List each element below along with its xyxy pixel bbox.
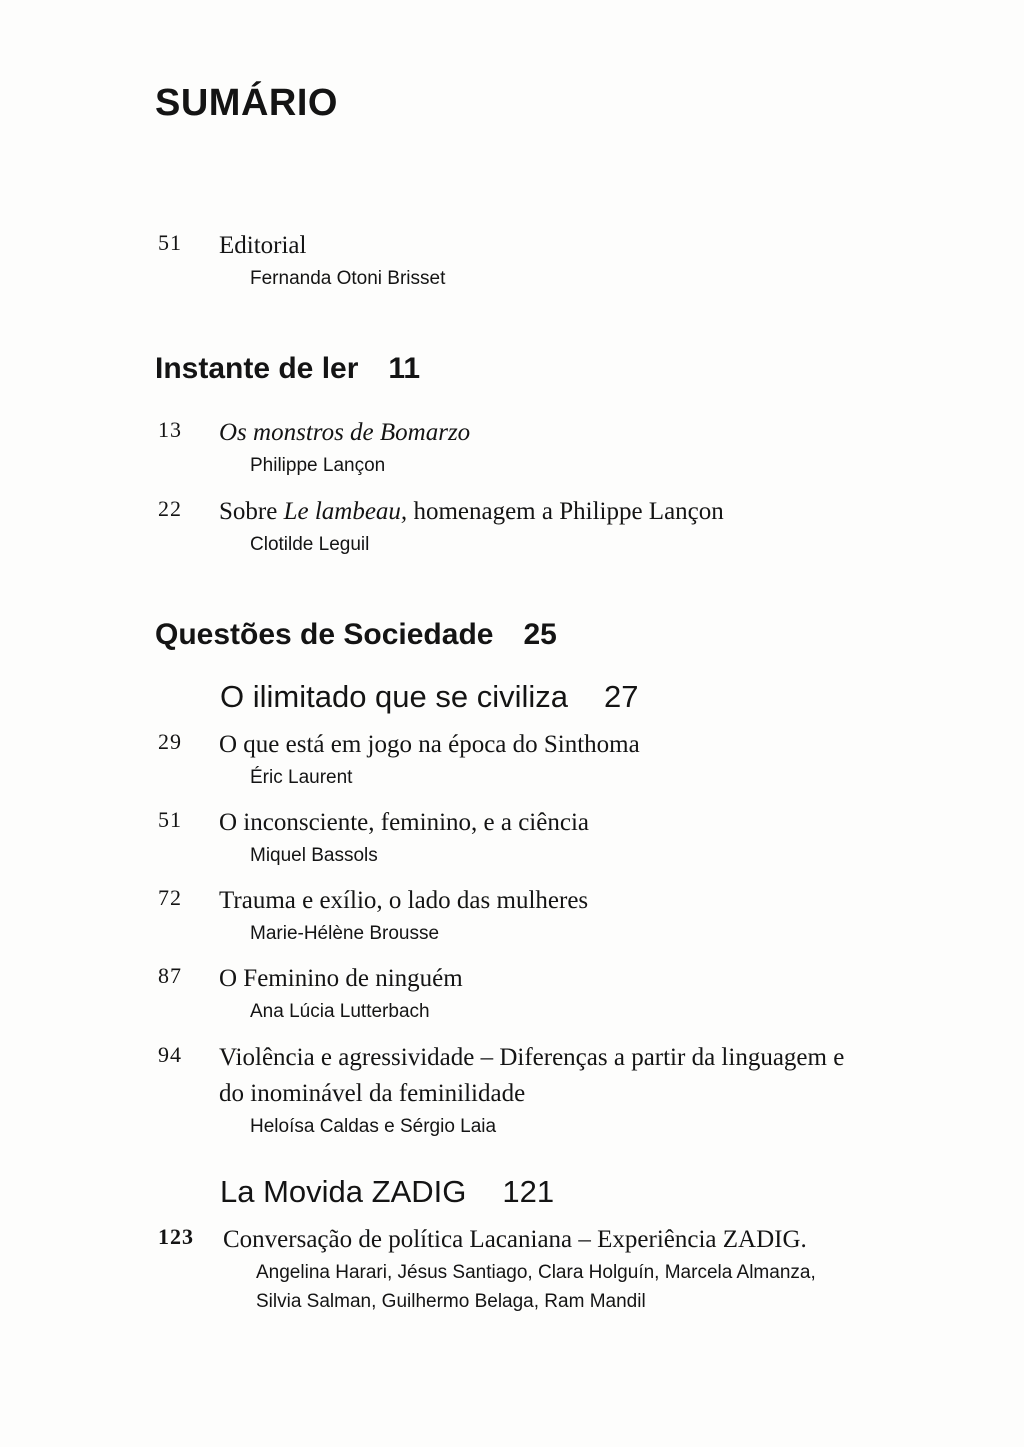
toc-entry [150,415,890,481]
toc-entry [150,883,890,949]
entry-author: Éric Laurent [250,767,353,788]
entry-title: Editorial [219,232,307,259]
entry-title-line-2: do inominável da feminilidade [219,1080,526,1107]
section-heading-questoes-de-sociedade [155,618,557,652]
entry-page-number: 87 [158,963,182,988]
entry-title [219,494,890,530]
subsection-heading-ilimitado [220,679,639,715]
toc-entry [150,805,890,871]
entry-title: Trauma e exílio, o lado das mulheres [219,887,589,914]
entry-author: Marie-Hélène Brousse [250,923,440,944]
toc-entry [150,1222,890,1316]
entry-title-italic: Os monstros de Bomarzo [219,419,471,446]
subsection-heading-page: 121 [502,1174,555,1209]
section-heading-page: 11 [388,352,421,385]
entry-page-number: 29 [158,729,182,754]
entry-page-number: 51 [158,807,182,832]
page-title: SUMÁRIO [155,82,338,124]
section-heading-page: 25 [523,618,557,651]
toc-entry [150,1040,890,1142]
entry-author-line-2: Silvia Salman, Guilhermo Belaga, Ram Mandil [256,1291,646,1312]
subsection-heading-page: 27 [604,679,639,714]
entry-title-line-1: Violência e agressividade – Diferenças a partir da linguagem e [219,1044,845,1071]
entry-title: O inconsciente, feminino, e a ciência [219,809,589,836]
toc-entry [150,961,890,1027]
entry-page-number: 51 [158,230,182,255]
entry-page-number: 123 [158,1224,194,1249]
entry-author: Philippe Lançon [250,455,386,476]
section-heading-instante-de-ler [155,352,420,386]
section-heading-label: Instante de ler [155,352,359,385]
entry-author: Fernanda Otoni Brisset [250,268,446,289]
toc-entry [150,494,890,560]
entry-title-italic: Le lambeau, [283,498,408,525]
toc-entry-editorial [150,228,890,294]
entry-author: Ana Lúcia Lutterbach [250,1001,430,1022]
entry-author: Miquel Bassols [250,845,378,866]
subsection-heading-label: La Movida ZADIG [220,1174,467,1209]
entry-title: O Feminino de ninguém [219,965,463,992]
entry-author: Clotilde Leguil [250,534,370,555]
entry-page-number: 94 [158,1042,182,1067]
entry-title: O que está em jogo na época do Sinthoma [219,731,640,758]
entry-title [219,415,890,451]
entry-author: Heloísa Caldas e Sérgio Laia [250,1116,497,1137]
entry-page-number: 72 [158,885,182,910]
entry-author-line-1: Angelina Harari, Jésus Santiago, Clara Holguín, Marcela Almanza, [256,1262,816,1283]
subsection-heading-la-movida-zadig [220,1174,554,1210]
toc-entry [150,727,890,793]
entry-page-number: 13 [158,417,182,442]
entry-title-pre: Sobre [219,498,284,525]
entry-title-post: homenagem a Philippe Lançon [407,498,724,525]
section-heading-label: Questões de Sociedade [155,618,494,651]
entry-page-number: 22 [158,496,182,521]
entry-title: Conversação de política Lacaniana – Experiência ZADIG. [223,1226,807,1253]
subsection-heading-label: O ilimitado que se civiliza [220,679,569,714]
